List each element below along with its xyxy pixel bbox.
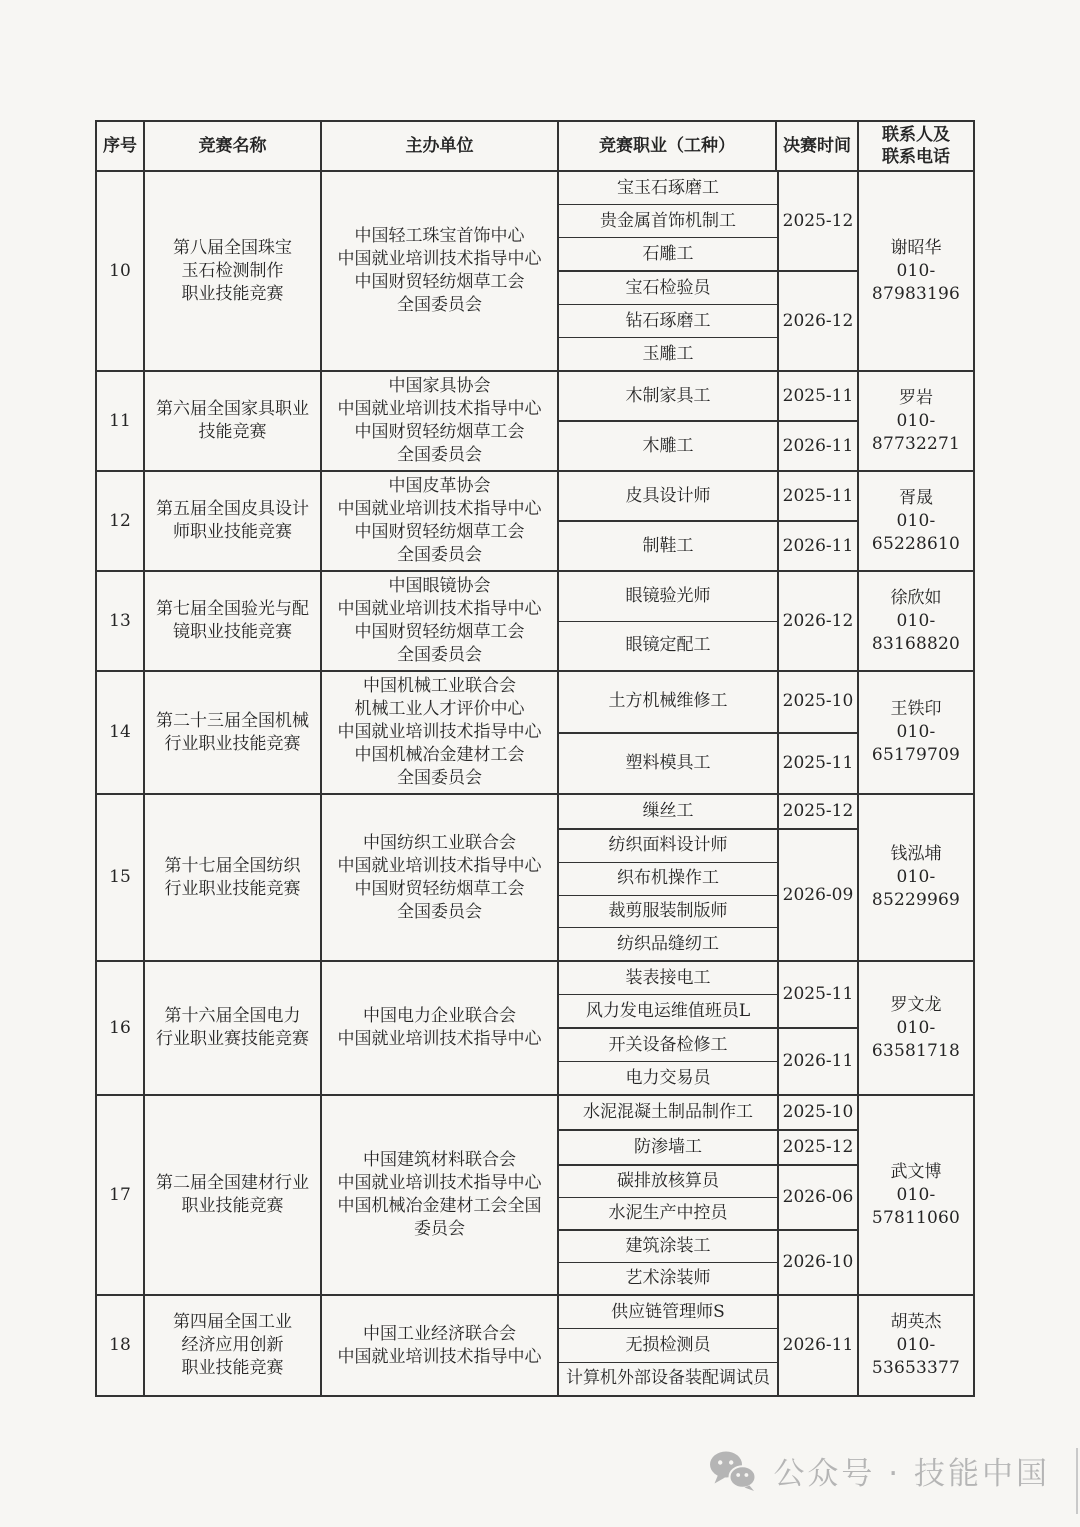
competition-name <box>143 962 320 1094</box>
organizer-line: 中国眼镜协会 <box>388 576 491 596</box>
time-group <box>559 172 857 270</box>
contact-name: 胡英杰 <box>890 1312 942 1332</box>
occupation: 碳排放核算员 <box>617 1171 719 1191</box>
table-row <box>97 793 973 960</box>
occupation-list <box>559 172 777 270</box>
header-occupation: 竞赛职业（工种） <box>557 122 775 170</box>
occupation: 土方机械维修工 <box>608 691 728 712</box>
occupation-time-cell <box>557 472 857 570</box>
occupation: 纺织面料设计师 <box>608 835 728 856</box>
organizer-line: 中国建筑材料联合会 <box>363 1150 516 1170</box>
final-time: 2026-10 <box>777 1231 857 1294</box>
contact-phone: 010-63581718 <box>871 1017 961 1061</box>
occupation-time-cell <box>557 372 857 470</box>
final-time: 2025-11 <box>777 472 857 520</box>
organizer-line: 机械工业人才评价中心 <box>354 699 525 719</box>
organizer-line: 中国机械工业联合会 <box>363 676 516 696</box>
competition-name <box>143 795 320 960</box>
competition-name-line: 技能竞赛 <box>198 422 267 442</box>
occupation: 石雕工 <box>559 237 777 270</box>
organizer-line: 中国就业培训技术指导中心 <box>337 599 542 619</box>
final-time: 2026-11 <box>777 1296 857 1395</box>
table-row <box>97 960 973 1094</box>
final-time: 2025-12 <box>777 172 857 270</box>
competition-name-line: 师职业技能竞赛 <box>173 522 292 542</box>
occupation-time-cell <box>557 1096 857 1294</box>
time-group <box>559 270 857 370</box>
competition-name-line: 经济应用创新 <box>181 1335 284 1355</box>
final-time: 2026-09 <box>777 830 857 960</box>
occupation-time-cell <box>557 962 857 1094</box>
occupation: 纺织品缝纫工 <box>559 927 777 960</box>
row-index: 15 <box>109 867 131 887</box>
contact <box>857 372 973 470</box>
organizer <box>320 795 557 960</box>
time-group <box>559 1129 857 1164</box>
organizer-line: 中国机械冶金建材工会全国 <box>337 1196 542 1216</box>
time-group <box>559 1296 857 1395</box>
time-group <box>559 962 857 1027</box>
time-group <box>559 572 857 670</box>
contact <box>857 172 973 370</box>
final-time: 2025-11 <box>777 962 857 1027</box>
organizer <box>320 1096 557 1294</box>
header-organizer: 主办单位 <box>320 122 557 170</box>
wechat-icon <box>709 1450 757 1492</box>
contact-phone: 010-65228610 <box>871 510 961 554</box>
competition-name-line: 镜职业技能竞赛 <box>173 622 292 642</box>
contact-phone: 010-83168820 <box>871 610 961 654</box>
occupation-list <box>559 1029 777 1094</box>
organizer <box>320 572 557 670</box>
time-group <box>559 1164 857 1229</box>
time-group <box>559 372 857 420</box>
organizer-line: 中国电力企业联合会 <box>363 1006 516 1026</box>
occupation: 钻石琢磨工 <box>559 304 777 337</box>
contact-name: 罗岩 <box>899 387 933 408</box>
organizer-line: 中国就业培训技术指导中心 <box>337 1346 542 1367</box>
final-time: 2025-11 <box>777 372 857 420</box>
occupation: 贵金属首饰机制工 <box>559 204 777 237</box>
row-index: 11 <box>109 410 131 431</box>
competition-name-line: 第五届全国皮具设计 <box>156 499 309 519</box>
contact-name: 武文博 <box>890 1161 942 1182</box>
contact-phone: 010-65179709 <box>871 722 961 765</box>
organizer-line: 中国就业培训技术指导中心 <box>337 1173 542 1193</box>
competition-name-line: 职业技能竞赛 <box>181 1358 284 1378</box>
occupation: 艺术涂装师 <box>559 1262 777 1294</box>
row-index: 18 <box>109 1335 131 1355</box>
organizer <box>320 172 557 370</box>
organizer-line: 中国财贸轻纺烟草工会 <box>354 422 525 442</box>
time-group <box>559 420 857 470</box>
final-time: 2025-12 <box>777 1131 857 1164</box>
row-index: 16 <box>109 1017 131 1038</box>
contact <box>857 672 973 793</box>
competition-name-line: 第十七届全国纺织 <box>164 855 301 876</box>
competition-name-line: 第二十三届全国机械 <box>156 710 309 731</box>
table-row <box>97 470 973 570</box>
competition-name-line: 第十六届全国电力 <box>164 1006 301 1026</box>
occupation: 无损检测员 <box>559 1328 777 1361</box>
contact-name: 罗文龙 <box>890 994 942 1015</box>
final-time: 2025-12 <box>777 795 857 828</box>
contact-name: 谢昭华 <box>890 237 942 258</box>
occupation-time-cell <box>557 172 857 370</box>
time-group <box>559 1027 857 1094</box>
occupation-time-cell <box>557 1296 857 1395</box>
organizer-line: 中国家具协会 <box>388 376 491 396</box>
final-time: 2025-10 <box>777 1096 857 1129</box>
contact <box>857 1096 973 1294</box>
organizer-line: 全国委员会 <box>397 445 482 465</box>
contact <box>857 1296 973 1395</box>
organizer-line: 中国就业培训技术指导中心 <box>337 499 542 519</box>
organizer <box>320 962 557 1094</box>
table-row <box>97 1294 973 1395</box>
occupation: 装表接电工 <box>625 967 711 988</box>
organizer-line: 中国工业经济联合会 <box>363 1323 516 1344</box>
row-index: 10 <box>109 260 131 281</box>
time-group <box>559 472 857 520</box>
occupation-list <box>559 1131 777 1164</box>
occupation-list <box>559 1166 777 1229</box>
time-group <box>559 1229 857 1294</box>
organizer-line: 中国轻工珠宝首饰中心 <box>354 226 525 246</box>
competition-name-line: 职业技能竞赛 <box>181 283 284 304</box>
time-group <box>559 672 857 732</box>
organizer-line: 中国机械冶金建材工会 <box>354 745 525 765</box>
table-row <box>97 670 973 793</box>
organizer-line: 中国就业培训技术指导中心 <box>337 855 542 876</box>
organizer <box>320 472 557 570</box>
occupation: 缫丝工 <box>642 801 694 821</box>
organizer-line: 全国委员会 <box>397 645 482 665</box>
header-contact <box>857 122 973 170</box>
table-row <box>97 370 973 470</box>
competition-name <box>143 172 320 370</box>
organizer <box>320 372 557 470</box>
competition-name <box>143 572 320 670</box>
competition-name-line: 第八届全国珠宝 <box>173 237 292 258</box>
occupation: 皮具设计师 <box>625 485 711 506</box>
time-group <box>559 732 857 794</box>
time-group <box>559 520 857 570</box>
competition-name-line: 玉石检测制作 <box>181 260 284 281</box>
occupation-list <box>559 830 777 960</box>
occupation-list <box>559 572 777 670</box>
organizer-line: 中国财贸轻纺烟草工会 <box>354 522 525 542</box>
occupation-time-cell <box>557 795 857 960</box>
occupation: 风力发电运维值班员L <box>559 994 777 1027</box>
occupation-list <box>559 672 777 732</box>
contact-name: 王铁印 <box>890 699 942 719</box>
occupation: 供应链管理师S <box>611 1301 725 1322</box>
table-row <box>97 570 973 670</box>
organizer-line: 中国纺织工业联合会 <box>363 832 516 853</box>
contact <box>857 962 973 1094</box>
organizer-line: 全国委员会 <box>397 545 482 565</box>
organizer-line: 中国财贸轻纺烟草工会 <box>354 622 525 642</box>
header-index: 序号 <box>103 136 137 156</box>
competition-name <box>143 672 320 793</box>
contact-phone: 010-53653377 <box>871 1335 961 1378</box>
organizer <box>320 672 557 793</box>
header-final-time: 决赛时间 <box>775 122 857 170</box>
organizer-line: 全国委员会 <box>397 901 482 922</box>
page-edge-artifact <box>1076 1448 1078 1514</box>
occupation: 制鞋工 <box>642 535 694 556</box>
footer-watermark <box>709 1448 1050 1493</box>
competition-name-line: 第七届全国验光与配 <box>156 599 309 619</box>
occupation: 水泥生产中控员 <box>559 1197 777 1229</box>
organizer-line: 全国委员会 <box>397 768 482 788</box>
occupation: 眼镜验光师 <box>625 585 711 606</box>
competition-name <box>143 472 320 570</box>
occupation-time-cell <box>557 572 857 670</box>
occupation: 开关设备检修工 <box>608 1034 728 1055</box>
occupation: 防渗墙工 <box>634 1137 702 1157</box>
occupation: 织布机操作工 <box>559 862 777 895</box>
organizer-line: 全国委员会 <box>397 295 482 315</box>
occupation: 玉雕工 <box>559 337 777 370</box>
occupation: 建筑涂装工 <box>625 1236 711 1256</box>
occupation: 计算机外部设备装配调试员 <box>559 1362 777 1395</box>
occupation: 裁剪服装制版师 <box>559 895 777 928</box>
contact <box>857 472 973 570</box>
competition-name-line: 行业职业技能竞赛 <box>164 733 301 754</box>
occupation: 宝石检验员 <box>625 277 711 298</box>
header-contact-line1: 联系人及 <box>882 125 950 145</box>
contact <box>857 572 973 670</box>
occupation-list <box>559 522 777 570</box>
competition-name-line: 第六届全国家具职业 <box>156 399 309 419</box>
organizer-line: 中国就业培训技术指导中心 <box>337 1029 542 1049</box>
time-group <box>559 1096 857 1129</box>
contact <box>857 795 973 960</box>
competition-name <box>143 1296 320 1395</box>
final-time: 2025-10 <box>777 672 857 732</box>
final-time: 2026-11 <box>777 1029 857 1094</box>
time-group <box>559 828 857 960</box>
occupation-list <box>559 472 777 520</box>
header-competition-name: 竞赛名称 <box>143 122 320 170</box>
occupation-list <box>559 1096 777 1129</box>
occupation: 电力交易员 <box>559 1061 777 1094</box>
contact-phone: 010-87732271 <box>871 410 961 454</box>
competition-name-line: 行业职业赛技能竞赛 <box>156 1029 309 1049</box>
competition-table <box>95 120 975 1397</box>
row-index: 13 <box>109 610 131 631</box>
occupation-list <box>559 372 777 420</box>
occupation-list <box>559 422 777 470</box>
occupation-list <box>559 795 777 828</box>
organizer-line: 中国财贸轻纺烟草工会 <box>354 878 525 899</box>
competition-name-line: 第二届全国建材行业 <box>156 1173 309 1193</box>
occupation-list <box>559 1231 777 1294</box>
occupation: 木制家具工 <box>625 385 711 406</box>
row-index: 17 <box>109 1184 131 1205</box>
final-time: 2026-11 <box>777 522 857 570</box>
occupation: 塑料模具工 <box>625 752 711 773</box>
competition-name <box>143 372 320 470</box>
footer-text: 公众号 · 技能中国 <box>773 1456 1050 1492</box>
table-header-row <box>97 122 973 170</box>
final-time: 2025-11 <box>777 734 857 794</box>
occupation: 宝玉石琢磨工 <box>617 177 719 198</box>
contact-phone: 010-57811060 <box>871 1184 961 1228</box>
organizer-line: 中国就业培训技术指导中心 <box>337 249 542 269</box>
contact-name: 钱泓埔 <box>890 844 942 864</box>
competition-name-line: 行业职业技能竞赛 <box>164 878 301 899</box>
contact-phone: 010-85229969 <box>871 867 961 910</box>
organizer-line: 中国财贸轻纺烟草工会 <box>354 272 525 292</box>
contact-phone: 010-87983196 <box>871 260 961 304</box>
occupation: 木雕工 <box>642 435 694 456</box>
time-group <box>559 795 857 828</box>
occupation-list <box>559 734 777 794</box>
occupation: 水泥混凝土制品制作工 <box>583 1102 753 1122</box>
final-time: 2026-12 <box>777 572 857 670</box>
organizer-line: 中国就业培训技术指导中心 <box>337 722 542 742</box>
table-row <box>97 170 973 370</box>
occupation: 眼镜定配工 <box>559 621 777 671</box>
organizer <box>320 1296 557 1395</box>
final-time: 2026-11 <box>777 422 857 470</box>
table-row <box>97 1094 973 1294</box>
final-time: 2026-06 <box>777 1166 857 1229</box>
competition-name <box>143 1096 320 1294</box>
organizer-line: 委员会 <box>414 1219 465 1239</box>
occupation-list <box>559 1296 777 1395</box>
contact-name: 徐欣如 <box>890 587 942 608</box>
occupation-list <box>559 272 777 370</box>
header-contact-line2: 联系电话 <box>882 147 950 167</box>
competition-name-line: 第四届全国工业 <box>173 1312 292 1332</box>
organizer-line: 中国就业培训技术指导中心 <box>337 399 542 419</box>
competition-name-line: 职业技能竞赛 <box>181 1196 284 1216</box>
contact-name: 胥晟 <box>899 487 933 508</box>
final-time: 2026-12 <box>777 272 857 370</box>
organizer-line: 中国皮革协会 <box>388 476 491 496</box>
occupation-time-cell <box>557 672 857 793</box>
occupation-list <box>559 962 777 1027</box>
row-index: 14 <box>109 722 131 742</box>
row-index: 12 <box>109 510 131 531</box>
